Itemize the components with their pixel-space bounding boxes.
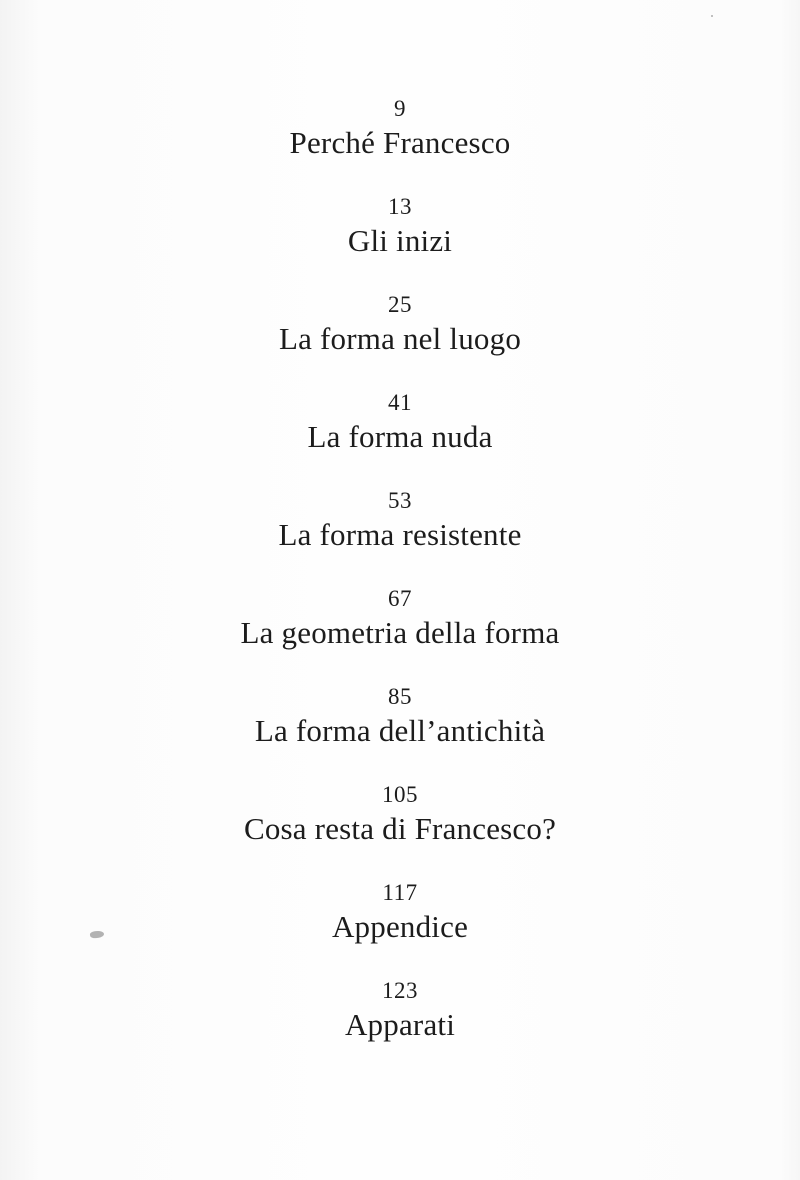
- entry-title: La forma resistente: [278, 517, 522, 552]
- entry-title: Appendice: [331, 909, 469, 944]
- entry-page-number: 117: [382, 880, 418, 905]
- toc-entry: [0, 486, 800, 584]
- entry-page-number: 105: [382, 782, 418, 807]
- entry-page-number: 53: [388, 488, 412, 513]
- entry-page-number: 123: [382, 978, 418, 1003]
- entry-title: Apparati: [344, 1007, 456, 1042]
- toc-entry: [0, 290, 800, 388]
- toc-entry: [0, 780, 800, 878]
- entry-title: Perché Francesco: [289, 125, 511, 160]
- toc-entry: [0, 976, 800, 1074]
- toc-entry: [0, 192, 800, 290]
- entry-page-number: 9: [394, 96, 406, 121]
- table-of-contents: [0, 94, 800, 1074]
- toc-entry: [0, 878, 800, 976]
- entry-title: La geometria della forma: [240, 615, 560, 650]
- entry-page-number: 25: [388, 292, 412, 317]
- entry-title: La forma nuda: [307, 419, 493, 454]
- entry-title: Cosa resta di Francesco?: [243, 811, 557, 846]
- entry-page-number: 67: [388, 586, 412, 611]
- toc-entry: [0, 584, 800, 682]
- scan-dot: [711, 15, 713, 17]
- toc-entry: [0, 682, 800, 780]
- entry-title: Gli inizi: [347, 223, 453, 258]
- entry-title: La forma dell’antichità: [254, 713, 546, 748]
- entry-title: La forma nel luogo: [278, 321, 522, 356]
- entry-page-number: 41: [388, 390, 412, 415]
- toc-entry: [0, 94, 800, 192]
- toc-entry: [0, 388, 800, 486]
- entry-page-number: 13: [388, 194, 412, 219]
- entry-page-number: 85: [388, 684, 412, 709]
